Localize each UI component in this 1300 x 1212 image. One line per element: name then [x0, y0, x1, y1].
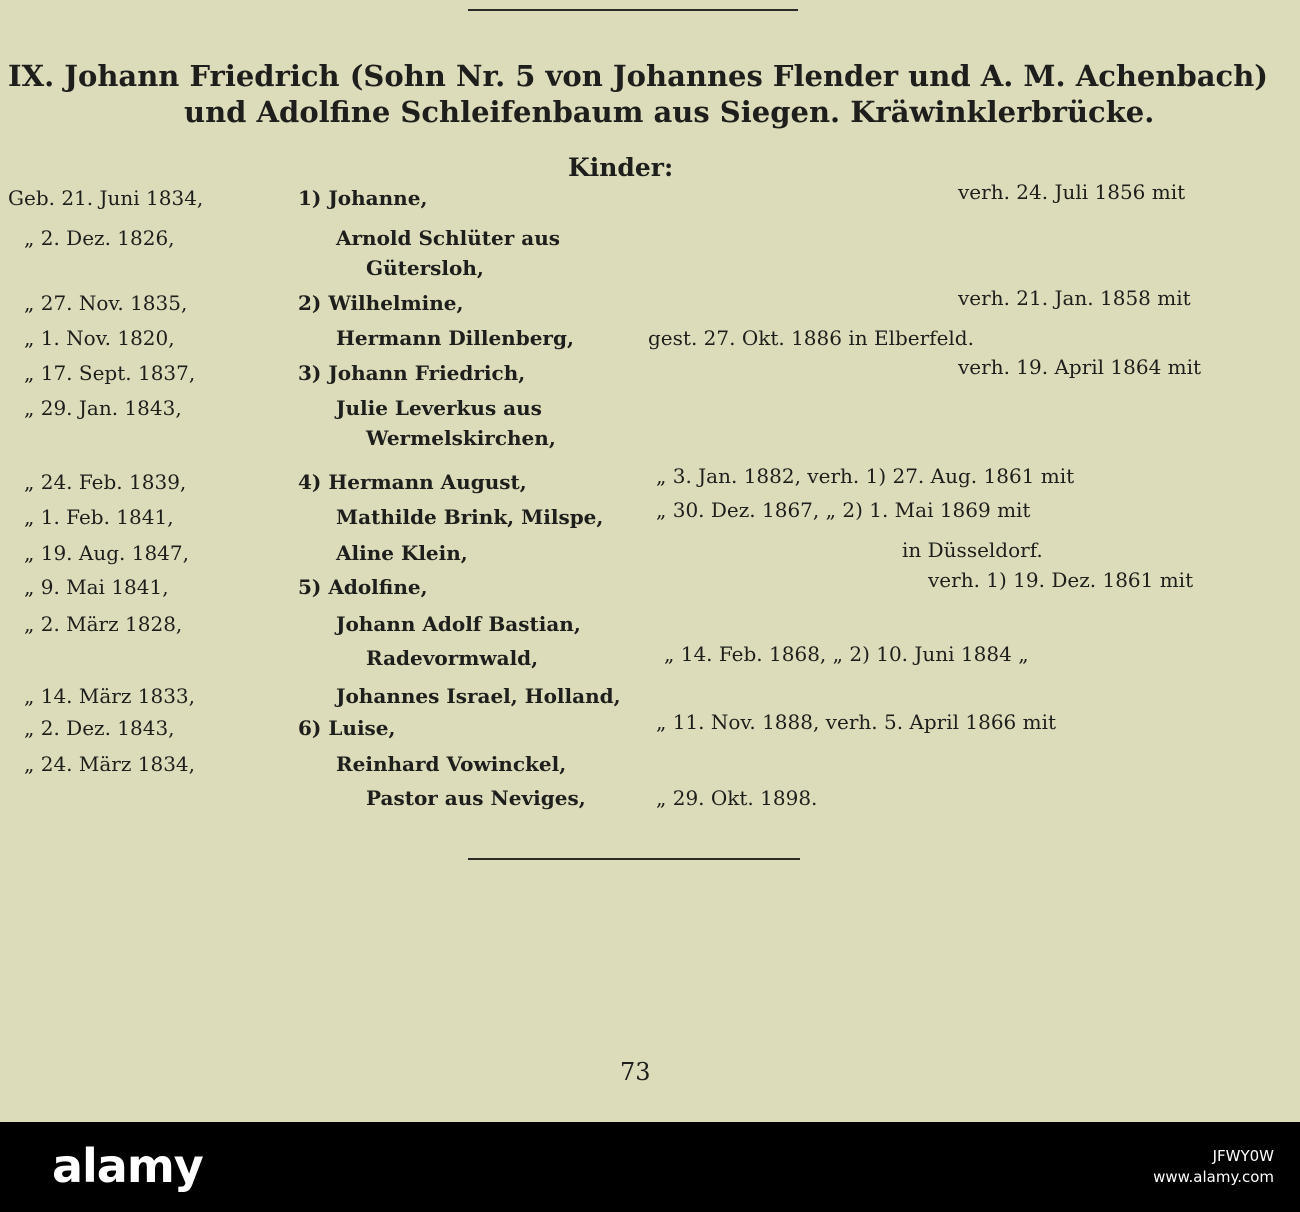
marriage-note: verh. 24. Juli 1856 mit: [958, 180, 1186, 204]
child-name: 2) Wilhelmine,: [298, 291, 464, 315]
spouse-origin: Gütersloh,: [366, 256, 484, 280]
spouse-name: Arnold Schlüter aus: [336, 226, 561, 250]
birth-date: „ 19. Aug. 1847,: [24, 541, 189, 565]
spouse-origin: Radevormwald,: [366, 646, 539, 670]
spouse-name: Julie Leverkus aus: [336, 396, 542, 420]
alamy-logo: alamy: [52, 1139, 203, 1193]
birth-date: „ 2. März 1828,: [24, 612, 183, 636]
top-divider: [468, 9, 798, 11]
death-note: „ 29. Okt. 1898.: [656, 786, 818, 810]
spouse-name: Aline Klein,: [336, 541, 468, 565]
place-note: in Düsseldorf.: [902, 538, 1043, 562]
spouse-name: Mathilde Brink, Milspe,: [336, 505, 604, 529]
marriage-note: verh. 1) 19. Dez. 1861 mit: [928, 568, 1194, 592]
page-number: 73: [620, 1058, 651, 1086]
birth-date: „ 29. Jan. 1843,: [24, 396, 182, 420]
spouse-name: Johannes Israel, Holland,: [336, 684, 621, 708]
death-note: gest. 27. Okt. 1886 in Elberfeld.: [648, 326, 974, 350]
death-marriage-note: „ 14. Feb. 1868, „ 2) 10. Juni 1884 „: [664, 642, 1029, 666]
birth-date: „ 24. Feb. 1839,: [24, 470, 187, 494]
death-marriage-note: „ 3. Jan. 1882, verh. 1) 27. Aug. 1861 mit: [656, 464, 1075, 488]
death-marriage-note: „ 11. Nov. 1888, verh. 5. April 1866 mit: [656, 710, 1057, 734]
spouse-name: Johann Adolf Bastian,: [336, 612, 581, 636]
spouse-name: Reinhard Vowinckel,: [336, 752, 567, 776]
child-name: 6) Luise,: [298, 716, 396, 740]
child-name: 3) Johann Friedrich,: [298, 361, 526, 385]
marriage-note: verh. 21. Jan. 1858 mit: [958, 286, 1191, 310]
birth-date: „ 17. Sept. 1837,: [24, 361, 196, 385]
image-id-url: www.alamy.com: [1153, 1168, 1274, 1186]
child-name: 5) Adolfine,: [298, 575, 428, 599]
genealogy-title-line-1: IX. Johann Friedrich (Sohn Nr. 5 von Johannes Flender und A. M. Achenbach): [8, 59, 1268, 93]
birth-date: „ 1. Nov. 1820,: [24, 326, 175, 350]
children-heading: Kinder:: [568, 153, 674, 182]
genealogy-title-line-2: und Adolfine Schleifenbaum aus Siegen. Kräwinklerbrücke.: [184, 95, 1155, 129]
child-name: 1) Johanne,: [298, 186, 428, 210]
birth-date: „ 2. Dez. 1826,: [24, 226, 175, 250]
bottom-divider: [468, 858, 800, 860]
death-marriage-note: „ 30. Dez. 1867, „ 2) 1. Mai 1869 mit: [656, 498, 1031, 522]
image-id-code: JFWY0W: [1212, 1147, 1274, 1165]
spouse-origin: Pastor aus Neviges,: [366, 786, 586, 810]
spouse-name: Hermann Dillenberg,: [336, 326, 574, 350]
spouse-origin: Wermelskirchen,: [366, 426, 556, 450]
birth-date: Geb. 21. Juni 1834,: [8, 186, 204, 210]
birth-date: „ 2. Dez. 1843,: [24, 716, 175, 740]
birth-date: „ 14. März 1833,: [24, 684, 195, 708]
birth-date: „ 1. Feb. 1841,: [24, 505, 174, 529]
birth-date: „ 9. Mai 1841,: [24, 575, 169, 599]
birth-date: „ 24. März 1834,: [24, 752, 195, 776]
birth-date: „ 27. Nov. 1835,: [24, 291, 188, 315]
marriage-note: verh. 19. April 1864 mit: [958, 355, 1202, 379]
image-id: [1153, 1146, 1274, 1188]
child-name: 4) Hermann August,: [298, 470, 527, 494]
